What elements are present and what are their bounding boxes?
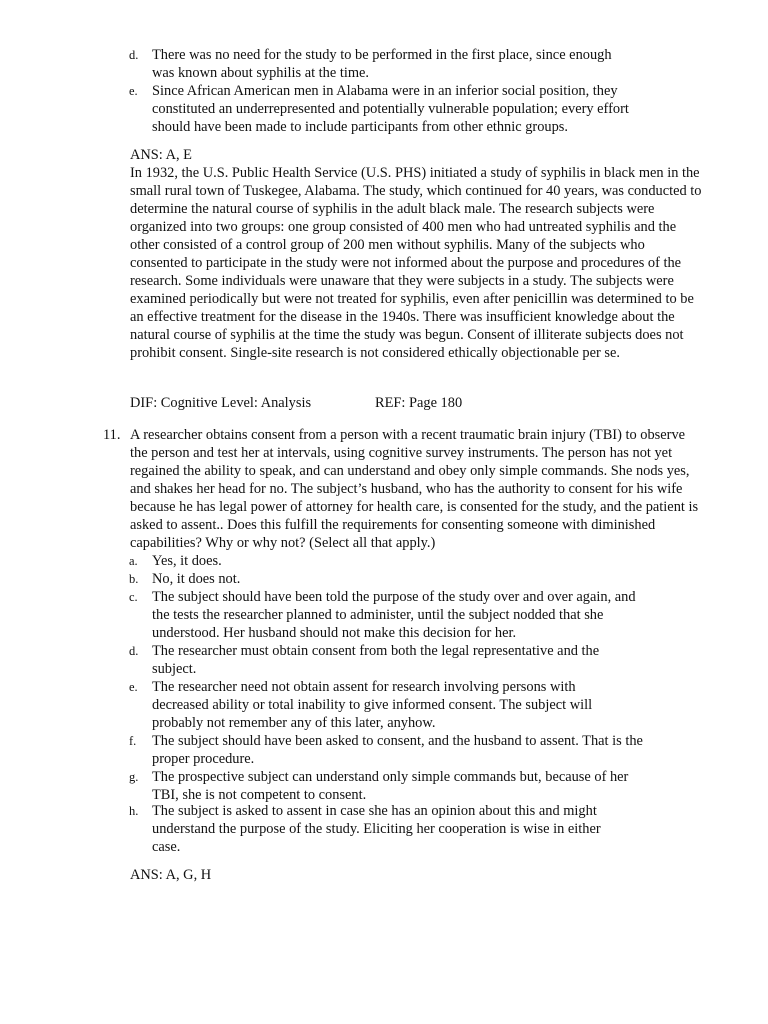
option-letter: e. bbox=[129, 680, 138, 694]
q11-answer: ANS: A, G, H bbox=[130, 867, 212, 883]
option-text: Since African American men in Alabama were in an inferior social position, they constituted an underrepresented and potentially vulnerable population; every effort should have been made to include participants from other ethnic groups. bbox=[152, 83, 629, 135]
option-letter: h. bbox=[129, 804, 139, 818]
option-text: Yes, it does. bbox=[152, 553, 222, 569]
option-text: The researcher need not obtain assent for research involving persons with decreased ability or total inability to give informed consent. The subject will probably not remember any of this later, anyhow. bbox=[152, 679, 593, 731]
q11-stem: A researcher obtains consent from a person with a recent traumatic brain injury (TBI) to observe the person and test her at intervals, using cognitive survey instruments. The person has not yet regained the ability to speak, and can understand and obey only simple commands. She nods yes, and shakes her head for no. The subject’s husband, who has the authority to consent for his wife because he has legal power of attorney for health care, is consented for the study, and the patient is asked to assent.. Does this fulfill the requirements for consenting someone with diminished capabilities? Why or why not? (Select all that apply.) bbox=[130, 427, 699, 551]
option-text: The prospective subject can understand only simple commands but, because of her TBI, she is not competent to consent. bbox=[152, 769, 629, 803]
option-letter: c. bbox=[129, 590, 138, 604]
q10-difficulty: DIF: Cognitive Level: Analysis bbox=[130, 395, 312, 411]
option-letter: b. bbox=[129, 572, 139, 586]
option-letter: f. bbox=[129, 734, 137, 748]
option-text: The subject should have been asked to consent, and the husband to assent. That is the proper procedure. bbox=[152, 733, 643, 767]
option-letter: d. bbox=[129, 48, 139, 62]
option-letter: d. bbox=[129, 644, 139, 658]
q10-reference: REF: Page 180 bbox=[375, 395, 463, 411]
option-letter: e. bbox=[129, 84, 138, 98]
option-text: The subject should have been told the purpose of the study over and over again, and the tests the researcher planned to administer, until the subject nodded that she understood. Her husband should not make this decision for her. bbox=[152, 589, 636, 641]
q10-rationale: In 1932, the U.S. Public Health Service (U.S. PHS) initiated a study of syphilis in black men in the small rural town of Tuskegee, Alabama. The study, which continued for 40 years, was conducted to determine the natural course of syphilis in the adult black male. The research subjects were organized into two groups: one group consisted of 400 men who had untreated syphilis and the other consisted of a control group of 200 men without syphilis. Many of the subjects who consented to participate in the study were not informed about the purpose and procedures of the research. Some individuals were unaware that they were subjects in a study. The subjects were examined periodically but were not treated for syphilis, even after penicillin was determined to be an effective treatment for the disease in the 1940s. There was insufficient knowledge about the natural course of syphilis at the time the study was begun. Consent of illiterate subjects does not prohibit consent. Single-site research is not considered ethically objectionable per se. bbox=[130, 165, 702, 361]
option-letter: g. bbox=[129, 770, 139, 784]
option-text: No, it does not. bbox=[152, 571, 241, 587]
q10-answer: ANS: A, E bbox=[130, 147, 192, 163]
q11-number: 11. bbox=[103, 427, 121, 443]
option-text: There was no need for the study to be performed in the first place, since enough was known about syphilis at the time. bbox=[152, 47, 612, 81]
option-text: The researcher must obtain consent from both the legal representative and the subject. bbox=[152, 643, 600, 677]
option-text: The subject is asked to assent in case she has an opinion about this and might understand the purpose of the study. Eliciting her cooperation is wise in either case. bbox=[152, 803, 601, 855]
option-letter: a. bbox=[129, 554, 138, 568]
